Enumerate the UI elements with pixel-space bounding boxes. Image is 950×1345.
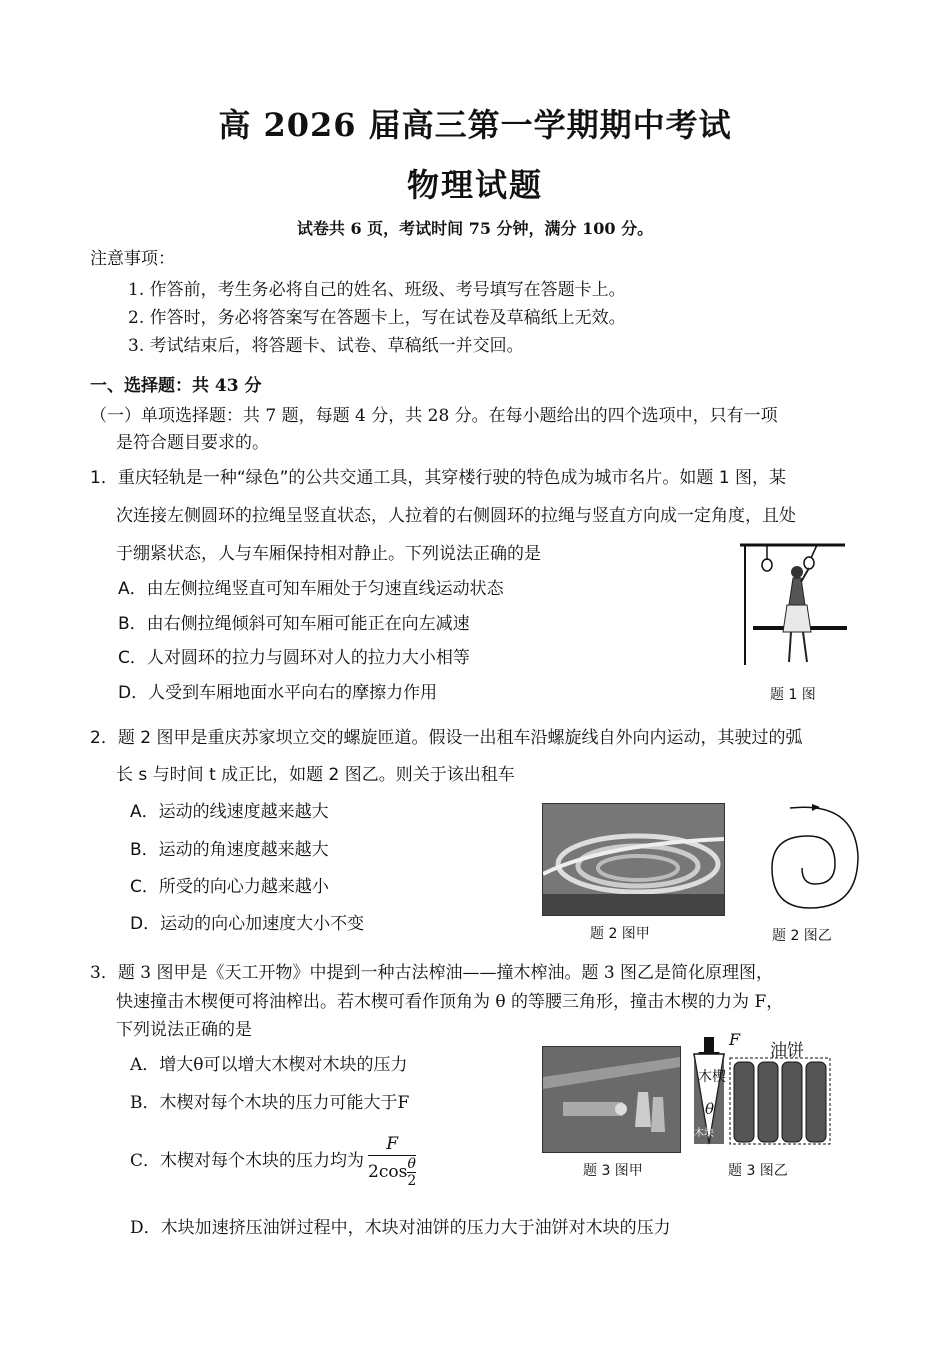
- fraction-numerator: F: [368, 1133, 416, 1156]
- fraction-cos: 2cos: [368, 1162, 408, 1182]
- q2-stem-line2: 长 s 与时间 t 成正比，如题 2 图乙。则关于该出租车: [116, 765, 515, 785]
- force-arrow-shaft: [704, 1037, 714, 1053]
- notice-item: 3. 考试结束后，将答题卡、试卷、草稿纸一并交回。: [128, 336, 524, 356]
- q3-stem-line2: 快速撞击木楔便可将油榨出。若木楔可看作顶角为 θ 的等腰三角形，撞击木楔的力为 F，: [116, 992, 784, 1012]
- q3-label-wedge: 木楔: [698, 1069, 726, 1085]
- q1-stem-line3: 于绷紧状态，人与车厢保持相对静止。下列说法正确的是: [116, 544, 541, 564]
- section-sub-line2: 是符合题目要求的。: [116, 433, 269, 453]
- notice-heading: 注意事项：: [90, 249, 175, 269]
- q3-caption-b: 题 3 图乙: [728, 1163, 788, 1179]
- half-theta: [407, 1156, 416, 1189]
- q3-option-c: [130, 1133, 416, 1189]
- half-theta-den: 2: [407, 1173, 417, 1189]
- q1-option-a: A．由左侧拉绳竖直可知车厢处于匀速直线运动状态: [118, 579, 504, 599]
- q3-caption-a: 题 3 图甲: [583, 1163, 643, 1179]
- fraction-denominator: [368, 1156, 416, 1189]
- q3-option-c-fraction: [368, 1133, 416, 1189]
- q3-label-block: 木块: [694, 1128, 714, 1139]
- q1-option-c: C．人对圆环的拉力与圆环对人的拉力大小相等: [118, 648, 470, 668]
- q2-caption-a: 题 2 图甲: [590, 926, 650, 942]
- q1-option-b: B．由右侧拉绳倾斜可知车厢可能正在向左减速: [118, 614, 470, 634]
- q3-option-b: B．木楔对每个木块的压力可能大于F: [130, 1093, 410, 1113]
- q3-option-a: A．增大θ可以增大木楔对木块的压力: [130, 1055, 408, 1075]
- q2-option-a: A．运动的线速度越来越大: [130, 802, 329, 822]
- q1-option-d: D．人受到车厢地面水平向右的摩擦力作用: [118, 683, 438, 703]
- q3-stem-line3: 下列说法正确的是: [116, 1020, 252, 1040]
- half-theta-num: θ: [407, 1156, 416, 1172]
- q1-stem-line2: 次连接左侧圆环的拉绳呈竖直状态，人拉着的右侧圆环的拉绳与竖直方向成一定角度，且处: [116, 506, 796, 526]
- q3-option-d: D．木块加速挤压油饼过程中，木块对油饼的压力大于油饼对木块的压力: [130, 1218, 671, 1238]
- q3-option-c-text: C．木楔对每个木块的压力均为: [130, 1151, 365, 1171]
- q1-figure-caption: 题 1 图: [770, 687, 816, 703]
- q2-stem-line1: 2．题 2 图甲是重庆苏家坝立交的螺旋匝道。假设一出租车沿螺旋线自外向内运动，其驶过的弧: [90, 728, 803, 748]
- q2-interchange-photo: [542, 803, 725, 916]
- q2-caption-b: 题 2 图乙: [772, 928, 832, 944]
- q2-option-c: C．所受的向心力越来越小: [130, 877, 329, 897]
- section-heading: 一、选择题：共 43 分: [90, 376, 262, 396]
- q1-stem-line1: 1．重庆轻轨是一种“绿色”的公共交通工具，其穿楼行驶的特色成为城市名片。如题 1 图，某: [90, 468, 787, 488]
- q3-label-force: F: [729, 1030, 741, 1049]
- q3-stem-line1: 3．题 3 图甲是《天工开物》中提到一种古法榨油——撞木榨油。题 3 图乙是简化原理图，: [90, 963, 774, 983]
- q2-option-b: B．运动的角速度越来越大: [130, 840, 329, 860]
- exam-title: 高 2026 届高三第一学期期中考试: [218, 106, 732, 144]
- section-sub-line1: （一）单项选择题：共 7 题，每题 4 分，共 28 分。在每小题给出的四个选项中，只有一项: [90, 406, 778, 426]
- q2-option-d: D．运动的向心加速度大小不变: [130, 914, 365, 934]
- q2-spiral-diagram: [760, 796, 865, 916]
- q3-label-oil-cake: 油饼: [770, 1041, 804, 1061]
- q3-ancient-press-photo: [542, 1046, 681, 1153]
- subject-title: 物理试题: [406, 166, 543, 204]
- exam-info: 试卷共 6 页，考试时间 75 分钟，满分 100 分。: [296, 219, 654, 238]
- notice-item: 2. 作答时，务必将答案写在答题卡上，写在试卷及草稿纸上无效。: [128, 308, 626, 328]
- q3-label-theta: θ: [705, 1100, 715, 1118]
- q1-figure: [735, 540, 850, 670]
- notice-item: 1. 作答前，考生务必将自己的姓名、班级、考号填写在答题卡上。: [128, 280, 626, 300]
